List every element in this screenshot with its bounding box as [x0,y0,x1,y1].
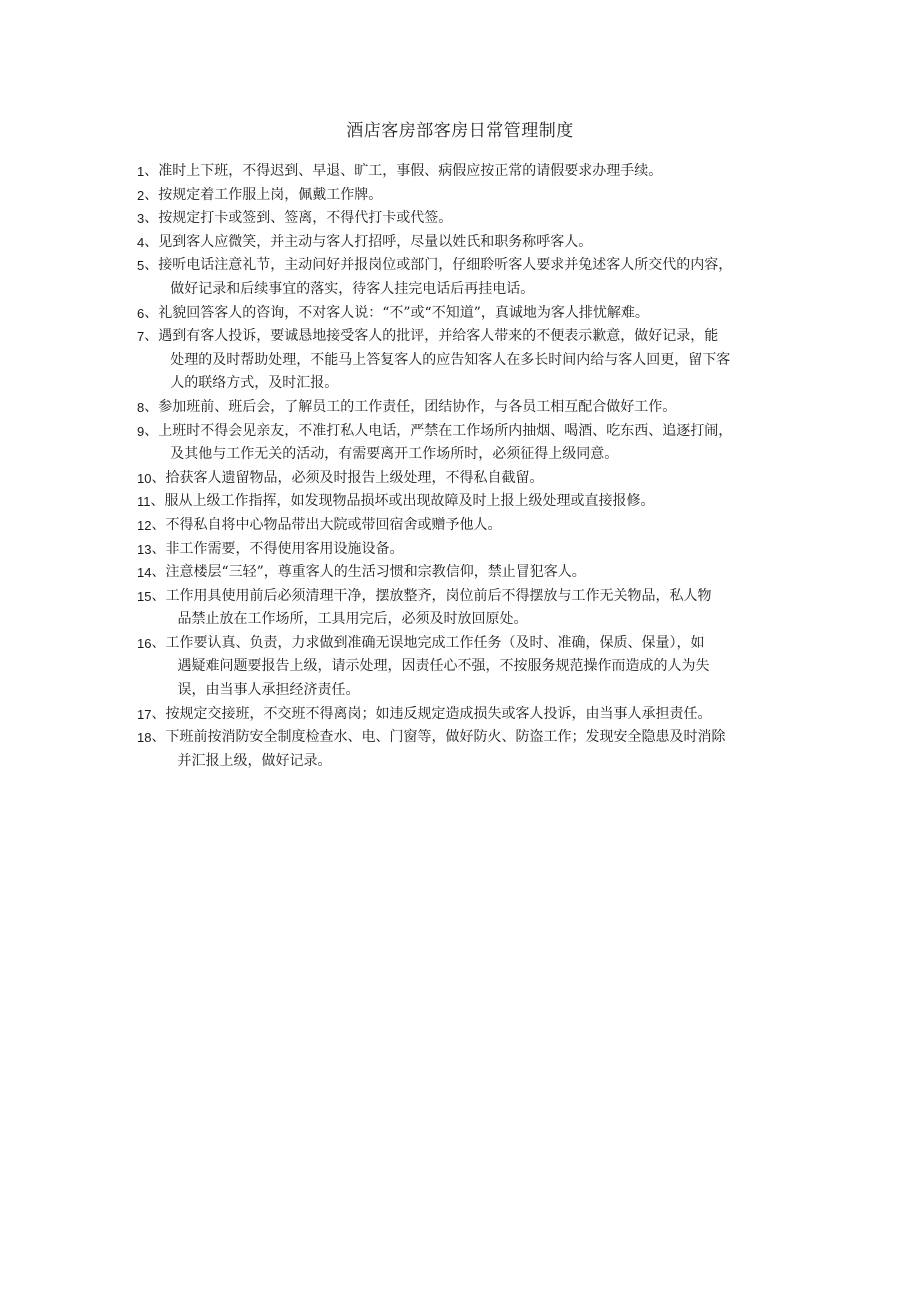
rule-text-line: 服从上级工作指挥，如发现物品损坏或出现故障及时上报上级处理或直接报修。 [164,493,655,510]
rule-item [137,302,797,326]
rule-separator: 、 [144,422,159,439]
rule-number: 9 [137,423,145,439]
rule-text [158,207,797,231]
rule-item [137,561,797,585]
rule-item [137,254,797,301]
rule-number: 16 [137,635,152,651]
rules-list [137,160,797,773]
rule-item [137,184,797,208]
rule-text-line: 准时上下班，不得迟到、早退、旷工，事假、病假应按正常的请假要求办理手续。 [158,163,663,179]
rule-number: 4 [137,234,145,250]
rule-text-line: 按规定交接班，不交班不得离岗；如违反规定造成损失或客人投诉，由当事人承担责任。 [165,705,712,722]
rule-text-line: 品禁止放在工作场所，工具用完后，必须及时放回原处。 [177,611,528,628]
rule-text [158,184,797,208]
rule-text-line: 按规定打卡或签到、签离，不得代打卡或代签。 [158,210,453,227]
rule-item [137,231,797,255]
rule-separator: 、 [144,304,159,321]
rule-number: 11 [137,494,151,510]
rule-item [137,585,797,632]
rule-item [137,632,797,703]
rule-text [165,561,797,585]
rule-separator: 、 [144,163,159,179]
rule-number: 1 [137,164,145,179]
rule-item [137,467,797,491]
rule-text-line: 及其他与工作无关的活动，有需要离开工作场所时，必须征得上级同意。 [170,446,619,463]
rule-separator: 、 [151,516,166,533]
rule-item [137,703,797,727]
rule-text-line: 误，由当事人承担经济责任。 [177,682,360,699]
rule-separator: 、 [144,210,159,227]
rule-number: 17 [137,706,152,722]
rule-text [165,585,797,632]
rule-text-line: 人的联络方式，及时汇报。 [170,375,339,392]
rule-number: 12 [137,517,152,533]
rule-item [137,538,797,562]
rule-separator: 、 [151,564,166,581]
rule-text-line: 接听电话注意礼节，主动问好并报岗位或部门，仔细聆听客人要求并兔述客人所交代的内容， [158,257,733,274]
rule-number: 7 [137,329,145,345]
rule-item [137,490,797,514]
rule-separator: 、 [151,634,166,651]
rule-number: 15 [137,588,152,604]
rule-separator: 、 [150,493,165,510]
rule-number: 10 [137,470,152,486]
rule-text [165,726,797,773]
rule-text [165,490,798,514]
rule-text-line: 注意楼层“三轻”，尊重客人的生活习惯和宗教信仰，禁止冒犯客人。 [165,564,586,581]
rule-text-line: 下班前按消防安全制度检查水、电、门窗等，做好防火、防盗工作；发现安全隐患及时消除 [165,729,726,746]
rule-text-line: 上班时不得会见亲友，不准打私人电话，严禁在工作场所内抽烟、喝酒、吃东西、追逐打闹， [158,422,733,439]
rule-item [137,207,797,231]
rule-separator: 、 [151,469,166,486]
rule-text-line: 工作要认真、负责，力求做到准确无误地完成工作任务（及时、准确，保质、保量），如 [165,634,705,651]
rule-number: 13 [137,541,152,557]
rule-separator: 、 [151,729,166,746]
rule-text [158,231,797,255]
rule-separator: 、 [151,705,166,722]
rule-number: 3 [137,211,145,227]
rule-text [158,420,797,467]
rule-text-line: 见到客人应微笑，并主动与客人打招呼，尽量以姓氏和职务称呼客人。 [158,233,593,250]
rule-separator: 、 [144,328,159,345]
rule-separator: 、 [144,398,159,415]
rule-item [137,325,797,396]
document-title: 酒店客房部客房日常管理制度 [346,121,574,141]
rule-item [137,160,797,184]
rule-item [137,726,797,773]
rule-text-line: 处理的及时帮助处理，不能马上答复客人的应告知客人在多长时间内给与客人回更，留下客 [170,351,731,368]
rule-text-line: 工作用具使用前后必须清理干净，摆放整齐，岗位前后不得摆放与工作无关物品，私人物 [165,587,712,604]
rule-text-line: 拾获客人遗留物品，必须及时报告上级处理，不得私自截留。 [165,469,544,486]
rule-number: 18 [137,730,152,746]
rule-separator: 、 [144,186,159,203]
rule-text [165,703,797,727]
rule-number: 14 [137,565,152,581]
rule-text-line: 参加班前、班后会，了解员工的工作责任，团结协作，与各员工相互配合做好工作。 [158,398,677,415]
rule-text [165,467,797,491]
rule-text [158,396,797,420]
rule-text [158,302,797,326]
rule-item [137,514,797,538]
rule-separator: 、 [151,540,166,557]
rule-separator: 、 [144,233,159,250]
rule-separator: 、 [151,587,166,604]
rule-text-line: 做好记录和后续事宜的落实，待客人挂完电话后再挂电话。 [170,280,535,297]
rule-text [165,632,797,703]
rule-text-line: 遇疑难问题要报告上级，请示处理，因责任心不强，不按服务规范操作而造成的人为失 [177,658,710,675]
rule-text [158,254,797,301]
rule-item [137,420,797,467]
rule-text-line: 并汇报上级，做好记录。 [177,752,332,769]
rule-text [165,538,797,562]
rule-number: 2 [137,187,145,203]
rule-number: 5 [137,258,145,274]
rule-text-line: 遇到有客人投诉，要诚恳地接受客人的批评，并给客人带来的不便表示歉意，做好记录，能 [158,328,719,345]
rule-text-line: 礼貌回答客人的咨询，不对客人说：“不”或“不知道”，真诚地为客人排忧解难。 [158,304,649,321]
rule-text [158,160,797,184]
rule-separator: 、 [144,257,159,274]
rule-item [137,396,797,420]
rule-text [158,325,797,396]
rule-text [165,514,797,538]
rule-text-line: 按规定着工作服上岗，佩戴工作牌。 [158,186,383,203]
rule-text-line: 不得私自将中心物品带出大院或带回宿舍或赠予他人。 [165,516,502,533]
rule-number: 8 [137,399,145,415]
rule-text-line: 非工作需要，不得使用客用设施设备。 [165,540,404,557]
rule-number: 6 [137,305,145,321]
